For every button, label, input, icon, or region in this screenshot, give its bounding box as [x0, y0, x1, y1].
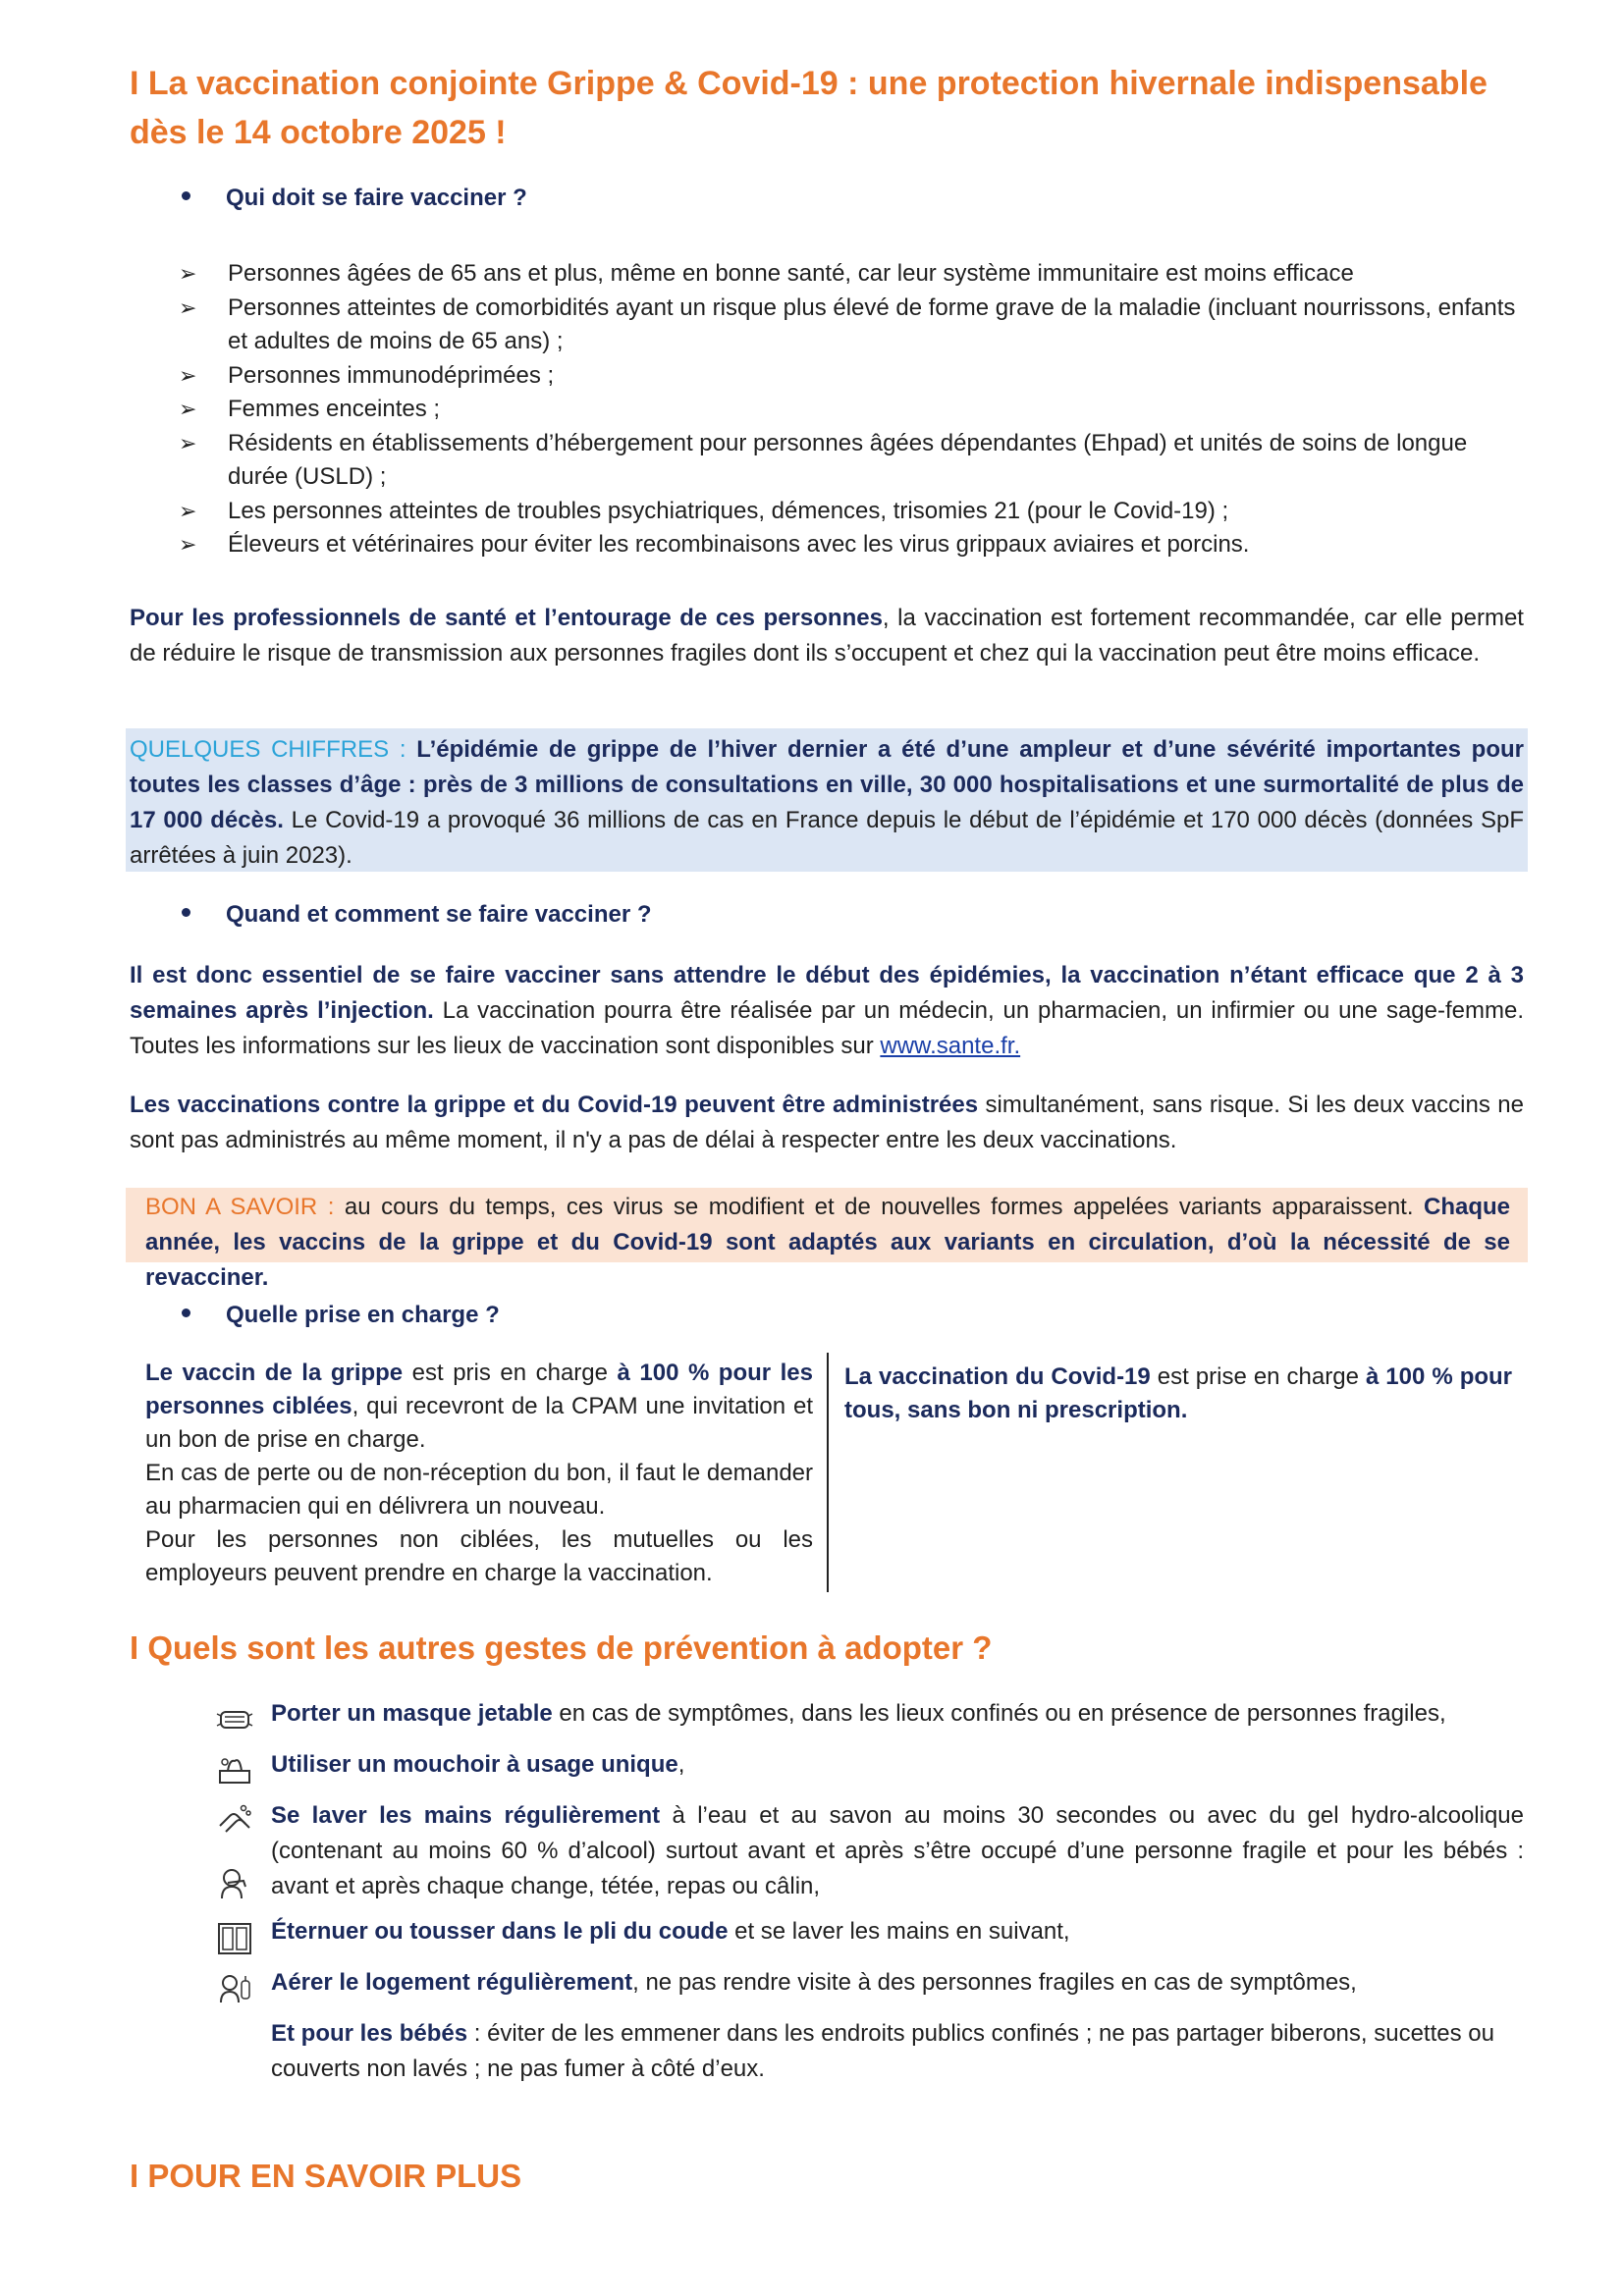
list-item: ➢ Éleveurs et vétérinaires pour éviter les recombinaisons avec les virus grippaux aviaires et porcins. [179, 528, 1524, 562]
arrow-bullet-icon: ➢ [179, 261, 197, 286]
list-item: ➢ Femmes enceintes ; [179, 393, 1524, 427]
baby-icon [216, 1973, 253, 2006]
sante-link[interactable]: www.sante.fr. [880, 1033, 1021, 1059]
window-icon [216, 1922, 253, 1955]
arrow-bullet-icon: ➢ [179, 397, 197, 421]
flu-coverage-p3: Pour les personnes non ciblées, les mutuelles ou les employeurs peuvent prendre en charge la vaccination. [145, 1526, 813, 1586]
coverage-heading: Quelle prise en charge ? [182, 1302, 500, 1329]
prevention-item: Éternuer ou tousser dans le pli du coude et se laver les mains en suivant, [271, 1918, 1070, 1945]
prevention-item: Utiliser un mouchoir à usage unique, [271, 1751, 685, 1778]
prevention-item: Aérer le logement régulièrement, ne pas rendre visite à des personnes fragiles en cas de symptômes, [271, 1969, 1357, 1996]
list-item: ➢ Les personnes atteintes de troubles psychiatriques, démences, trisomies 21 (pour le Covid-19) ; [179, 495, 1524, 529]
handwash-icon [216, 1802, 253, 1836]
who-heading: Qui doit se faire vacciner ? [182, 185, 527, 212]
list-item: ➢ Personnes âgées de 65 ans et plus, même en bonne santé, car leur système immunitaire est moins efficace [179, 257, 1524, 292]
list-item: ➢ Personnes immunodéprimées ; [179, 359, 1524, 394]
list-item: ➢ Personnes atteintes de comorbidités ayant un risque plus élevé de forme grave de la maladie (incluant nourrissons, enfants et adultes de moins de 65 ans) ; [179, 292, 1524, 359]
figures-text: QUELQUES CHIFFRES : L’épidémie de grippe de l’hiver dernier a été d’une ampleur et d’une sévérité importantes pour toutes les classes d’âge : près de 3 millions de consultations en ville, 30 000 hospitalisations et une surmortalité de plus de 17 000 décès. Le Covid-19 a provoqué 36 millions de cas en France depuis le début de l’épidémie et 170 000 décès (données SpF arrêtées à juin 2023). [130, 736, 1525, 869]
bullet-dot-icon [182, 908, 190, 917]
who-list [179, 257, 1524, 562]
when-heading: Quand et comment se faire vacciner ? [182, 901, 652, 929]
covid-coverage-p1: La vaccination du Covid-19 est prise en charge à 100 % pour tous, sans bon ni prescription. [844, 1363, 1513, 1423]
prevention-item: Et pour les bébés : éviter de les emmener dans les endroits publics confinés ; ne pas partager biberons, sucettes ou couverts non lavés ; ne pas fumer à côté d’eux. [271, 2020, 1494, 2082]
more-heading: I POUR EN SAVOIR PLUS [130, 2158, 522, 2194]
arrow-bullet-icon: ➢ [179, 430, 197, 455]
list-item: ➢ Résidents en établissements d’hébergement pour personnes âgées dépendantes (Ehpad) et unités de soins de longue durée (USLD) ; [179, 427, 1524, 495]
when-paragraph: Il est donc essentiel de se faire vacciner sans attendre le début des épidémies, la vaccination n’étant efficace que 2 à 3 semaines après l’injection. La vaccination pourra être réalisée par un médecin, un pharmacien, un infirmier ou une sage-femme. Toutes les informations sur les lieux de vaccination sont disponibles sur www.sante.fr. [130, 962, 1524, 1059]
column-divider [827, 1353, 829, 1592]
bullet-dot-icon [182, 1308, 190, 1317]
flu-coverage-column [145, 1357, 813, 1590]
good-to-know-text: BON A SAVOIR : au cours du temps, ces virus se modifient et de nouvelles formes appelées variants apparaissent. Chaque année, les vaccins de la grippe et du Covid-19 sont adaptés aux variants en circulation, d’où la nécessité de se revacciner. [145, 1194, 1511, 1291]
arrow-bullet-icon: ➢ [179, 294, 197, 320]
simultaneous-paragraph: Les vaccinations contre la grippe et du Covid-19 peuvent être administrées simultanément, sans risque. Si les deux vaccins ne sont pas administrés au même moment, il n'y a pas de délai à respecter entre les deux vaccinations. [130, 1092, 1524, 1153]
flu-coverage-p1: Le vaccin de la grippe est pris en charge à 100 % pour les personnes ciblées, qui recevront de la CPAM une invitation et un bon de prise en charge. [145, 1360, 813, 1453]
prevention-item: Se laver les mains régulièrement à l’eau et au savon au moins 30 secondes ou avec du gel hydro-alcoolique (contenant au moins 60 % d’alcool) surtout avant et après s’être occupé d’une personne fragile et pour les bébés : avant et après chaque change, tétée, repas ou câlin, [271, 1802, 1525, 1899]
professionals-paragraph: Pour les professionnels de santé et l’entourage de ces personnes, la vaccination est fortement recommandée, car elle permet de réduire le risque de transmission aux personnes fragiles dont ils s’occupent et chez qui la vaccination peut être moins efficace. [130, 605, 1524, 667]
flu-coverage-p2: En cas de perte ou de non-réception du bon, il faut le demander au pharmacien qui en délivrera un nouveau. [145, 1460, 813, 1520]
page-title: I La vaccination conjointe Grippe & Covid-19 : une protection hivernale indispensable dès le 14 octobre 2025 ! [130, 65, 1488, 151]
prevention-item: Porter un masque jetable en cas de symptômes, dans les lieux confinés ou en présence de personnes fragiles, [271, 1700, 1446, 1727]
arrow-bullet-icon: ➢ [179, 362, 197, 388]
sneeze-icon [216, 1867, 253, 1900]
covid-coverage-column [844, 1361, 1512, 1427]
arrow-bullet-icon: ➢ [179, 498, 197, 523]
arrow-bullet-icon: ➢ [179, 532, 197, 557]
prevention-heading: I Quels sont les autres gestes de prévention à adopter ? [130, 1629, 993, 1666]
tissue-icon [216, 1753, 253, 1787]
bullet-dot-icon [182, 191, 190, 200]
mask-icon [216, 1704, 253, 1737]
